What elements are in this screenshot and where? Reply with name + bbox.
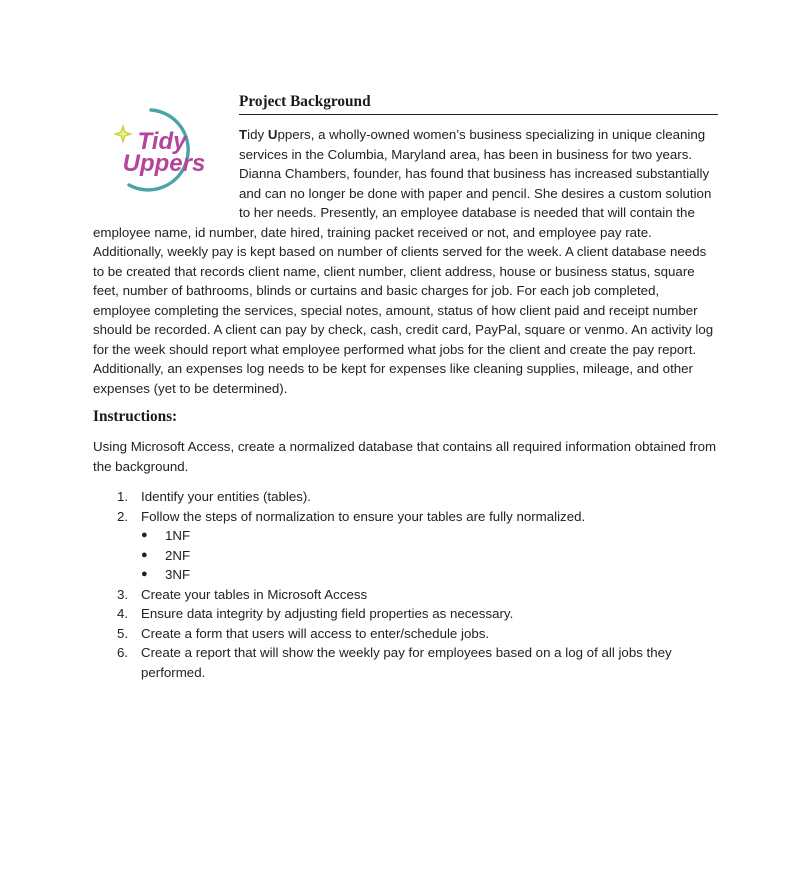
step-number: 4. xyxy=(117,606,129,621)
step-text: Create a form that users will access to enter/schedule jobs. xyxy=(141,625,490,641)
background-body-text: ppers, a wholly-owned women’s business specializing in unique cleaning services in the Columbia, Maryland area, has been in business for two years. Dianna Chambers, founder, has found that business has increased substantially and can no longer be done with paper and pencil. She desires a custom solution to her needs. Presently, an employee database is needed that will contain the employee name, id number, date hired, training packet received or not, and employee pay rate. Additionally, weekly pay is kept based on number of clients served for the week. A client database needs to be created that records client name, client number, client address, house or business status, square feet, number of bathrooms, blinds or curtains and basic charges for job. For each job completed, employee completing the services, special notes, amount, status of how client paid and receipt number should be recorded. A client can pay by check, cash, credit card, PayPal, square or venmo. An activity log for the week should report what employee performed what jobs for the client and create the pay report. Additionally, an expenses log needs to be kept for expenses like cleaning supplies, mileage, and other expenses (yet to be determined). xyxy=(93,127,714,396)
step-number: 5. xyxy=(117,625,129,641)
step-number: 2. xyxy=(117,508,129,524)
instruction-step xyxy=(93,604,718,624)
normal-forms-sublist xyxy=(93,526,718,585)
step-number: 1. xyxy=(117,489,129,504)
normal-forms-sublist-item xyxy=(93,526,718,585)
instruction-step xyxy=(93,487,718,507)
instruction-step xyxy=(93,643,718,682)
logo-text-uppers: Uppers xyxy=(122,150,206,177)
bullet-icon: ● xyxy=(141,548,148,561)
sub-bullet-item xyxy=(93,526,718,546)
instruction-step xyxy=(93,624,718,644)
instruction-step xyxy=(93,507,718,527)
step-text: Follow the steps of normalization to ensure your tables are fully normalized. xyxy=(141,508,586,524)
instruction-step xyxy=(93,585,718,605)
background-section xyxy=(93,125,718,398)
step-text: Identify your entities (tables). xyxy=(141,489,311,504)
sub-bullet-item xyxy=(93,565,718,585)
sub-bullet-text: 1NF xyxy=(165,528,191,543)
background-text-idy: idy xyxy=(247,127,268,142)
instructions-list xyxy=(93,487,718,682)
step-number: 3. xyxy=(117,586,129,602)
bullet-icon: ● xyxy=(141,568,148,580)
step-number: 6. xyxy=(117,645,129,660)
instructions-heading: Instructions: xyxy=(93,408,178,425)
sub-bullet-text: 3NF xyxy=(165,567,191,582)
drop-letter-u: U xyxy=(267,127,278,142)
sub-bullet-item xyxy=(93,546,718,566)
instructions-intro: Using Microsoft Access, create a normalized database that contains all required information obtained from the background. xyxy=(93,439,717,474)
project-background-heading: Project Background xyxy=(239,92,718,115)
step-text: Create a report that will show the weekly pay for employees based on a log of all jobs they performed. xyxy=(141,645,672,680)
logo-text-tidy: Tidy xyxy=(137,128,187,155)
sub-bullet-text: 2NF xyxy=(165,547,191,563)
drop-letter-t: T xyxy=(239,127,248,142)
step-text: Ensure data integrity by adjusting field properties as necessary. xyxy=(141,606,514,621)
logo-wrap-spacer xyxy=(93,125,239,221)
step-text: Create your tables in Microsoft Access xyxy=(141,586,368,602)
bullet-icon: ● xyxy=(141,529,148,541)
